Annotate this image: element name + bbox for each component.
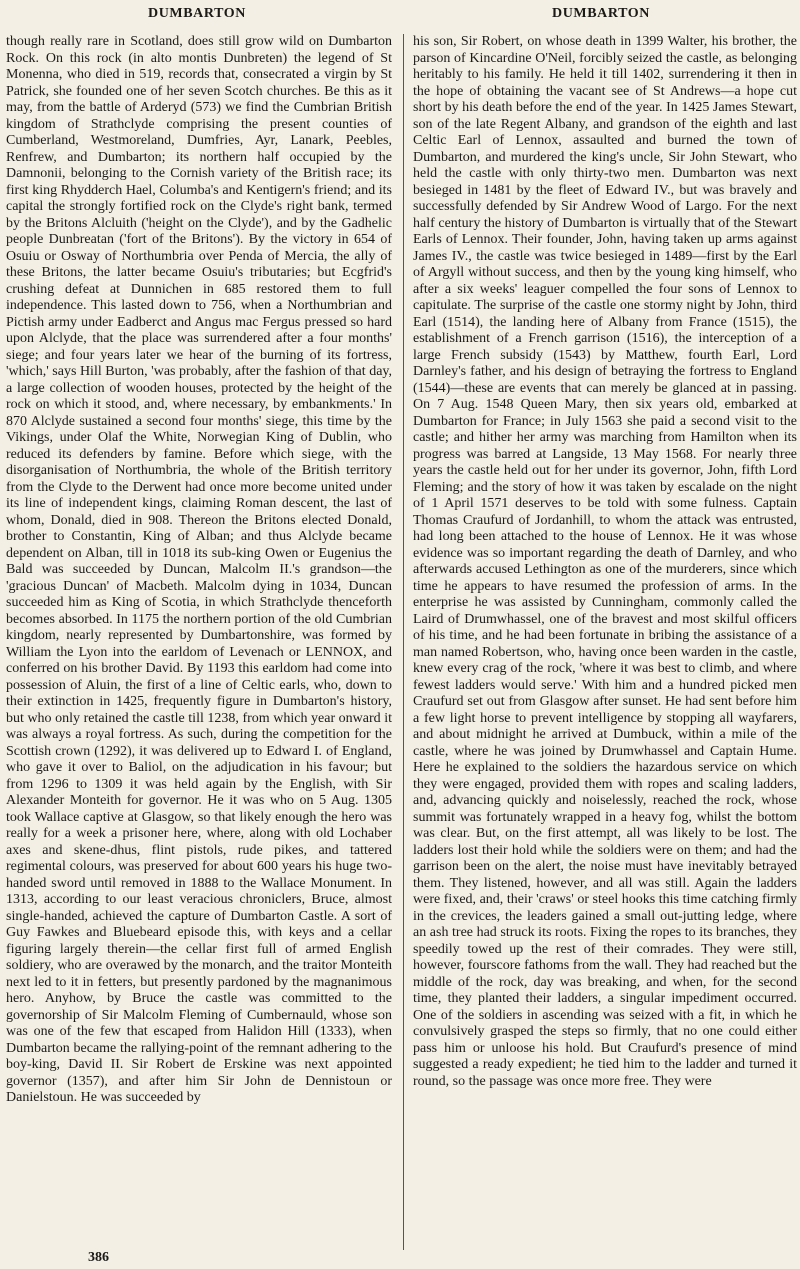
left-column-text: though really rare in Scotland, does still grow wild on Dumbarton Rock. On this rock (in alto montis Dunbreten) the legend of St Monenna, who died in 519, records that, consecrated a virgin by St Patrick, she founded one of her seven Scotch churches. Be this as it may, from the battle of Arderyd (573) we find the Cumbrian British kingdom of Strathclyde comprising the present counties of Cumberland, Westmoreland, Dumfries, Ayr, Lanark, Peebles, Renfrew, and Dumbarton; its northern half occupied by the Damnonii, belonging to the Cornish variety of the British race; its first king Rhydderch Hael, Columba's and Kentigern's friend; and its capital the strongly fortified rock on the Clyde's right bank, termed by the Britons Alcluith ('height on the Clyde'), and by the Gadhelic people Dunbreatan ('fort of the Britons'). By the victory in 654 of Osuiu or Osway of Northumbria over Penda of Mercia, the ally of these Britons, the latter became Osuiu's tributaries; but Ecgfrid's crushing defeat at Dunnichen in 685 restored them to full independence. This lasted down to 756, when a Northumbrian and Pictish army under Eadberct and Angus mac Fergus pressed so hard upon Alclyde, that the place was surrendered after a four months' siege; and four years later we hear of the burning of its fortress, 'which,' says Hill Burton, 'was probably, after the fashion of that day, a large collection of wooden houses, protected by the height of the rock on which it stood, and, where necessary, by embankments.' In 870 Alclyde sustained a second four months' siege, this time by the Vikings, under Olaf the White, Norwegian King of Dublin, who reduced its defenders by famine. Before which siege, with the disorganisation of Northumbria, the whole of the British territory from the Clyde to the Derwent had once more become united under its line of independent kings, claiming Roman descent, the last of whom, Donald, died in 908. Thereon the Britons elected Donald, brother to Constantin, King of Alban; and thus Alclyde became dependent on Alban, till in 1018 its sub-king Owen or Eugenius the Bald was succeeded by Duncan, Malcolm II.'s grandson—the 'gracious Duncan' of Macbeth. Malcolm dying in 1034, Duncan succeeded him as King of Scotia, in which Strathclyde thenceforth becomes absorbed. In 1175 the northern portion of the old Cumbrian kingdom, nearly represented by Dumbartonshire, was formed by William the Lyon into the earldom of Levenach or LENNOX, and conferred on his brother David. By 1193 this earldom had come into possession of Aluin, the first of a line of Celtic earls, who, down to their extinction in 1425, frequently figure in Dumbarton's history, but who only retained the castle till 1238, from which year onward it was always a royal fortress. As such, during the competition for the Scottish crown (1292), it was delivered up to Edward I. of England, who gave it over to Baliol, on the adjudication in his favour; but from 1296 to 1309 it was held again by the English, with Sir Alexander Monteith for governor. He it was who on 5 Aug. 1305 took Wallace captive at Glasgow, so that likely enough the hero was really for a week a prisoner here, where, along with old Lochaber axes and skene-dhus, flint pistols, rude pikes, and tattered regimental colours, was preserved for about 600 years his huge two-handed sword until removed in 1888 to the Wallace Monument. In 1313, according to our least veracious chroniclers, Bruce, almost single-handed, achieved the capture of Dumbarton Castle. A sort of Guy Fawkes and Bluebeard episode this, with keys and a cellar figuring largely therein—the cellar first full of armed English soldiery, who are overawed by the monarch, and the traitor Monteith next led to it in fetters, but presently pardoned by the magnanimous hero. Anyhow, by Bruce the castle was committed to the governorship of Sir Malcolm Fleming of Cumbernauld, whose son was one of the few that escaped from Halidon Hill (1333), when Dumbarton became the rallying-point of the remnant adhering to the boy-king, David II. Sir Robert de Erskine was next appointed governor (1357), and after him Sir John de Dennistoun or Danielstoun. He was succeeded by <box>6 34 392 1105</box>
right-column-text: his son, Sir Robert, on whose death in 1399 Walter, his brother, the parson of Kincardine O'Neil, forcibly seized the castle, as belonging heritably to his family. He held it till 1402, surrendering it then in the hope of obtaining the vacant see of St Andrews—a hope cut short by his death before the end of the year. In 1425 James Stewart, son of the late Regent Albany, and grandson of the eighth and last Celtic Earl of Lennox, assaulted and burned the town of Dumbarton, and murdered the king's uncle, Sir John Stewart, who held the castle with only thirty-two men. Dumbarton was next besieged in 1481 by the fleet of Edward IV., but was bravely and successfully defended by Sir Andrew Wood of Largo. For the next half century the history of Dumbarton is virtually that of the Stewart Earls of Lennox. Their founder, John, having taken up arms against James IV., the castle was twice besieged in 1489—first by the Earl of Argyll without success, and then by the young king himself, who after a six weeks' leaguer compelled the four sons of Lennox to capitulate. The surprise of the castle one stormy night by John, third Earl (1514), the landing here of Albany from France (1515), the establishment of a French garrison (1516), the interception of a large French subsidy (1543) by Matthew, fourth Earl, Lord Darnley's father, and his design of betraying the fortress to England (1544)—these are events that can merely be glanced at in passing. On 7 Aug. 1548 Queen Mary, then six years old, embarked at Dumbarton for France; in July 1563 she paid a second visit to the castle; and hither her army was marching from Hamilton when its progress was barred at Langside, 13 May 1568. For nearly three years the castle held out for her under its governor, John, fifth Lord Fleming; and the story of how it was taken by escalade on the night of 1 April 1571 deserves to be told with some fulness. Captain Thomas Craufurd of Jordanhill, to whom the attack was entrusted, had long been attached to the house of Lennox. He it was whose evidence was so important regarding the death of Darnley, and who afterwards accused Lethington as one of the murderers, since which time he appears to have resumed the profession of arms. In the enterprise he was assisted by Cunningham, commonly called the Laird of Drumwhassel, one of the bravest and most skilful officers of his time, and he had been fortunate in bribing the assistance of a man named Robertson, who, having once been warden in the castle, knew every crag of the rock, 'where it was best to climb, and where fewest ladders would serve.' With him and a hundred picked men Craufurd set out from Glasgow after sunset. He had sent before him a few light horse to prevent intelligence by stopping all wayfarers, and about midnight he arrived at Dumbuck, within a mile of the castle, where he was joined by Drumwhassel and Captain Hume. Here he explained to the soldiers the hazardous service on which they were engaged, provided them with ropes and scaling ladders, and, advancing quickly and noiselessly, reached the rock, whose summit was fortunately wrapped in a heavy fog, whilst the bottom was clear. But, on the first attempt, all was likely to be lost. The ladders lost their hold while the soldiers were on them; and had the garrison been on the alert, the noise must have inevitably betrayed them. They listened, however, and all was still. Again the ladders were fixed, and, their 'craws' or steel hooks this time catching firmly in the crevices, the leaders gained a small out-jutting ledge, where an ash tree had struck its roots. Fixing the ropes to its branches, they speedily towed up the rest of their comrades. They were still, however, fourscore fathoms from the wall. They had reached but the middle of the rock, day was breaking, and when, for the second time, they planted their ladders, a singular impediment occurred. One of the soldiers in ascending was seized with a fit, in which he convulsively grasped the steps so firmly, that no one could either pass him or unloose his hold. But Craufurd's presence of mind suggested a ready expedient; he tied him to the ladder and turned it round, so the passage was once more free. They were <box>413 34 797 1089</box>
header-right: DUMBARTON <box>552 6 650 21</box>
right-column <box>413 34 797 1250</box>
column-divider <box>403 34 404 1250</box>
header-left: DUMBARTON <box>148 6 246 21</box>
left-column <box>6 34 392 1250</box>
running-header <box>0 6 800 28</box>
page-number: 386 <box>88 1250 109 1265</box>
